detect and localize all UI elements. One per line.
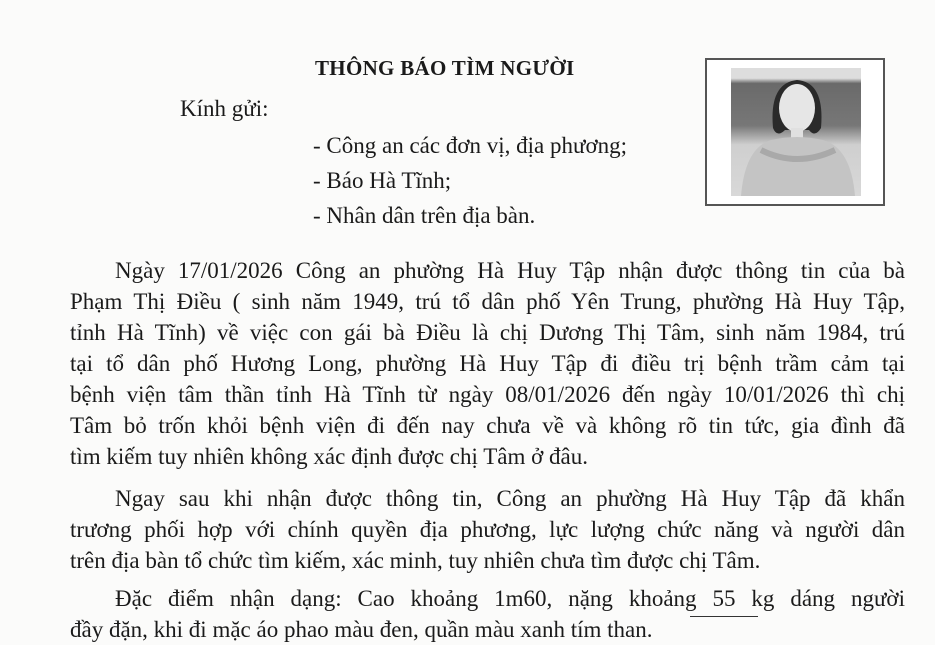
text-line: trương phối hợp với chính quyền địa phương, lực lượng chức năng và người dân xyxy=(70,517,905,542)
text-line: Ngay sau khi nhận được thông tin, Công an phường Hà Huy Tập đã khẩn xyxy=(115,486,905,511)
text-line: Ngày 17/01/2026 Công an phường Hà Huy Tập nhận được thông tin của bà xyxy=(115,258,905,283)
document-title: THÔNG BÁO TÌM NGƯỜI xyxy=(315,56,575,80)
text-line: đầy đặn, khi đi mặc áo phao màu đen, quần màu xanh tím than. xyxy=(70,617,653,642)
photo-frame xyxy=(705,58,885,206)
recipient-item: - Nhân dân trên địa bàn. xyxy=(313,203,536,228)
handwritten-underline xyxy=(690,616,758,617)
greeting: Kính gửi: xyxy=(180,96,269,121)
text-line: tìm kiếm tuy nhiên không xác định được chị Tâm ở đâu. xyxy=(70,444,588,469)
recipient-item: - Công an các đơn vị, địa phương; xyxy=(313,133,628,158)
text-line: trên địa bàn tổ chức tìm kiếm, xác minh, tuy nhiên chưa tìm được chị Tâm. xyxy=(70,548,761,573)
text-line: tại tổ dân phố Hương Long, phường Hà Huy Tập đi điều trị bệnh trầm cảm tại xyxy=(70,351,905,376)
text-line: Đặc điểm nhận dạng: Cao khoảng 1m60, nặng khoảng 55 kg dáng người xyxy=(115,586,905,611)
recipient-item: - Báo Hà Tĩnh; xyxy=(313,168,452,193)
text-line: tỉnh Hà Tĩnh) về việc con gái bà Điều là chị Dương Thị Tâm, sinh năm 1984, trú xyxy=(70,320,905,345)
text-line: bệnh viện tâm thần tỉnh Hà Tĩnh từ ngày 08/01/2026 đến ngày 10/01/2026 thì chị xyxy=(70,382,905,407)
text-line: Phạm Thị Điều ( sinh năm 1949, trú tổ dân phố Yên Trung, phường Hà Huy Tập, xyxy=(70,289,905,314)
missing-person-photo xyxy=(731,68,861,196)
text-line: Tâm bỏ trốn khỏi bệnh viện đi đến nay chưa về và không rõ tin tức, gia đình đã xyxy=(70,413,905,438)
